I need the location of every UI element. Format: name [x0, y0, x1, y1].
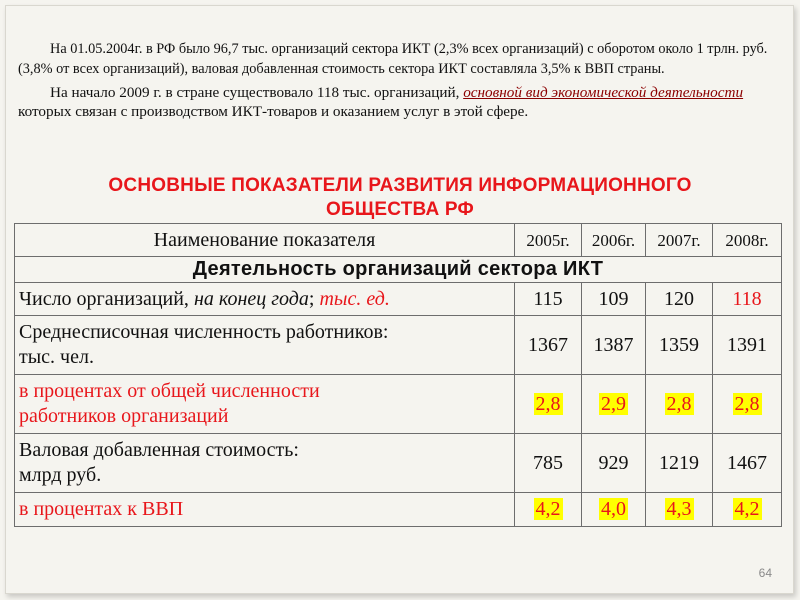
cell-value: 1391 — [713, 316, 782, 375]
row-label-line-1: Среднесписочная численность работников: — [19, 321, 389, 343]
row-label-line-1: Валовая добавленная стоимость: — [19, 439, 299, 461]
table-row — [15, 316, 782, 375]
cell-value — [646, 493, 713, 527]
cell-value: 1219 — [646, 434, 713, 493]
cell-value: 785 — [515, 434, 582, 493]
cell-value — [515, 493, 582, 527]
header-year-2006: 2006г. — [582, 224, 646, 257]
cell-value — [515, 375, 582, 434]
cell-value-highlighted: 118 — [713, 283, 782, 316]
cell-value — [713, 375, 782, 434]
section-title: Деятельность организаций сектора ИКТ — [15, 257, 782, 283]
heading-line-2: ОБЩЕСТВА РФ — [326, 199, 474, 220]
highlighted-value: 2,8 — [734, 392, 760, 415]
row-label — [15, 316, 515, 375]
page-number: 64 — [758, 566, 772, 580]
header-year-2007: 2007г. — [646, 224, 713, 257]
table-row — [15, 375, 782, 434]
highlighted-value: 2,9 — [601, 392, 626, 415]
intro-paragraph-2-start: На начало 2009 г. в стране существовало 118 тыс. организаций, — [50, 84, 464, 101]
indicators-table — [14, 223, 782, 527]
cell-value: 1467 — [713, 434, 782, 493]
intro-paragraph-2-end: которых связан с производством ИКТ-товаров и оказанием услуг в этой сфере. — [18, 103, 529, 120]
table-header-row — [15, 224, 782, 257]
row-label — [15, 434, 515, 493]
row-label-main: Число организаций, — [19, 287, 194, 310]
cell-value: 1387 — [582, 316, 646, 375]
section-row — [15, 257, 782, 283]
highlighted-value: 2,8 — [666, 392, 692, 415]
intro-paragraph-2 — [18, 83, 793, 121]
cell-value — [582, 493, 646, 527]
highlighted-value: 4,0 — [601, 498, 626, 520]
row-label-line-2: млрд руб. — [19, 464, 102, 486]
highlighted-value: 4,2 — [734, 498, 760, 520]
row-label-line-2: работников организаций — [19, 405, 229, 427]
table-row — [15, 283, 782, 316]
cell-value: 109 — [582, 283, 646, 316]
economic-activity-link[interactable]: основной вид экономической деятельности — [463, 84, 744, 101]
highlighted-value: 4,2 — [535, 498, 561, 520]
cell-value: 1359 — [646, 316, 713, 375]
row-label: в процентах к ВВП — [15, 493, 515, 527]
header-year-2005: 2005г. — [515, 224, 582, 257]
cell-value: 929 — [582, 434, 646, 493]
cell-value: 115 — [515, 283, 582, 316]
table-row — [15, 493, 782, 527]
highlighted-value: 2,8 — [535, 392, 561, 415]
heading-line-1: ОСНОВНЫЕ ПОКАЗАТЕЛИ РАЗВИТИЯ ИНФОРМАЦИОННОГО — [108, 175, 692, 196]
cell-value: 1367 — [515, 316, 582, 375]
cell-value — [646, 375, 713, 434]
intro-paragraph-1: На 01.05.2004г. в РФ было 96,7 тыс. организаций сектора ИКТ (2,3% всех организаций) с оборотом около 1 трлн. руб. (3,8% от всех организаций), валовая добавленная стоимость сектора ИКТ составляла 3,5% к ВВП страны. — [18, 41, 768, 77]
row-label-unit: тыс. ед. — [319, 287, 390, 310]
cell-value — [582, 375, 646, 434]
slide-heading — [20, 174, 780, 222]
row-label-period: на конец года — [193, 287, 309, 310]
row-label — [15, 375, 515, 434]
row-label — [15, 283, 515, 316]
row-label-line-1: в процентах от общей численности — [19, 380, 320, 402]
highlighted-value: 4,3 — [666, 498, 692, 520]
header-indicator-name: Наименование показателя — [15, 224, 515, 257]
row-label-line-2: тыс. чел. — [19, 346, 94, 368]
row-label-separator: ; — [308, 287, 320, 310]
cell-value — [713, 493, 782, 527]
table-row — [15, 434, 782, 493]
cell-value: 120 — [646, 283, 713, 316]
intro-text — [18, 40, 793, 121]
header-year-2008: 2008г. — [713, 224, 782, 257]
